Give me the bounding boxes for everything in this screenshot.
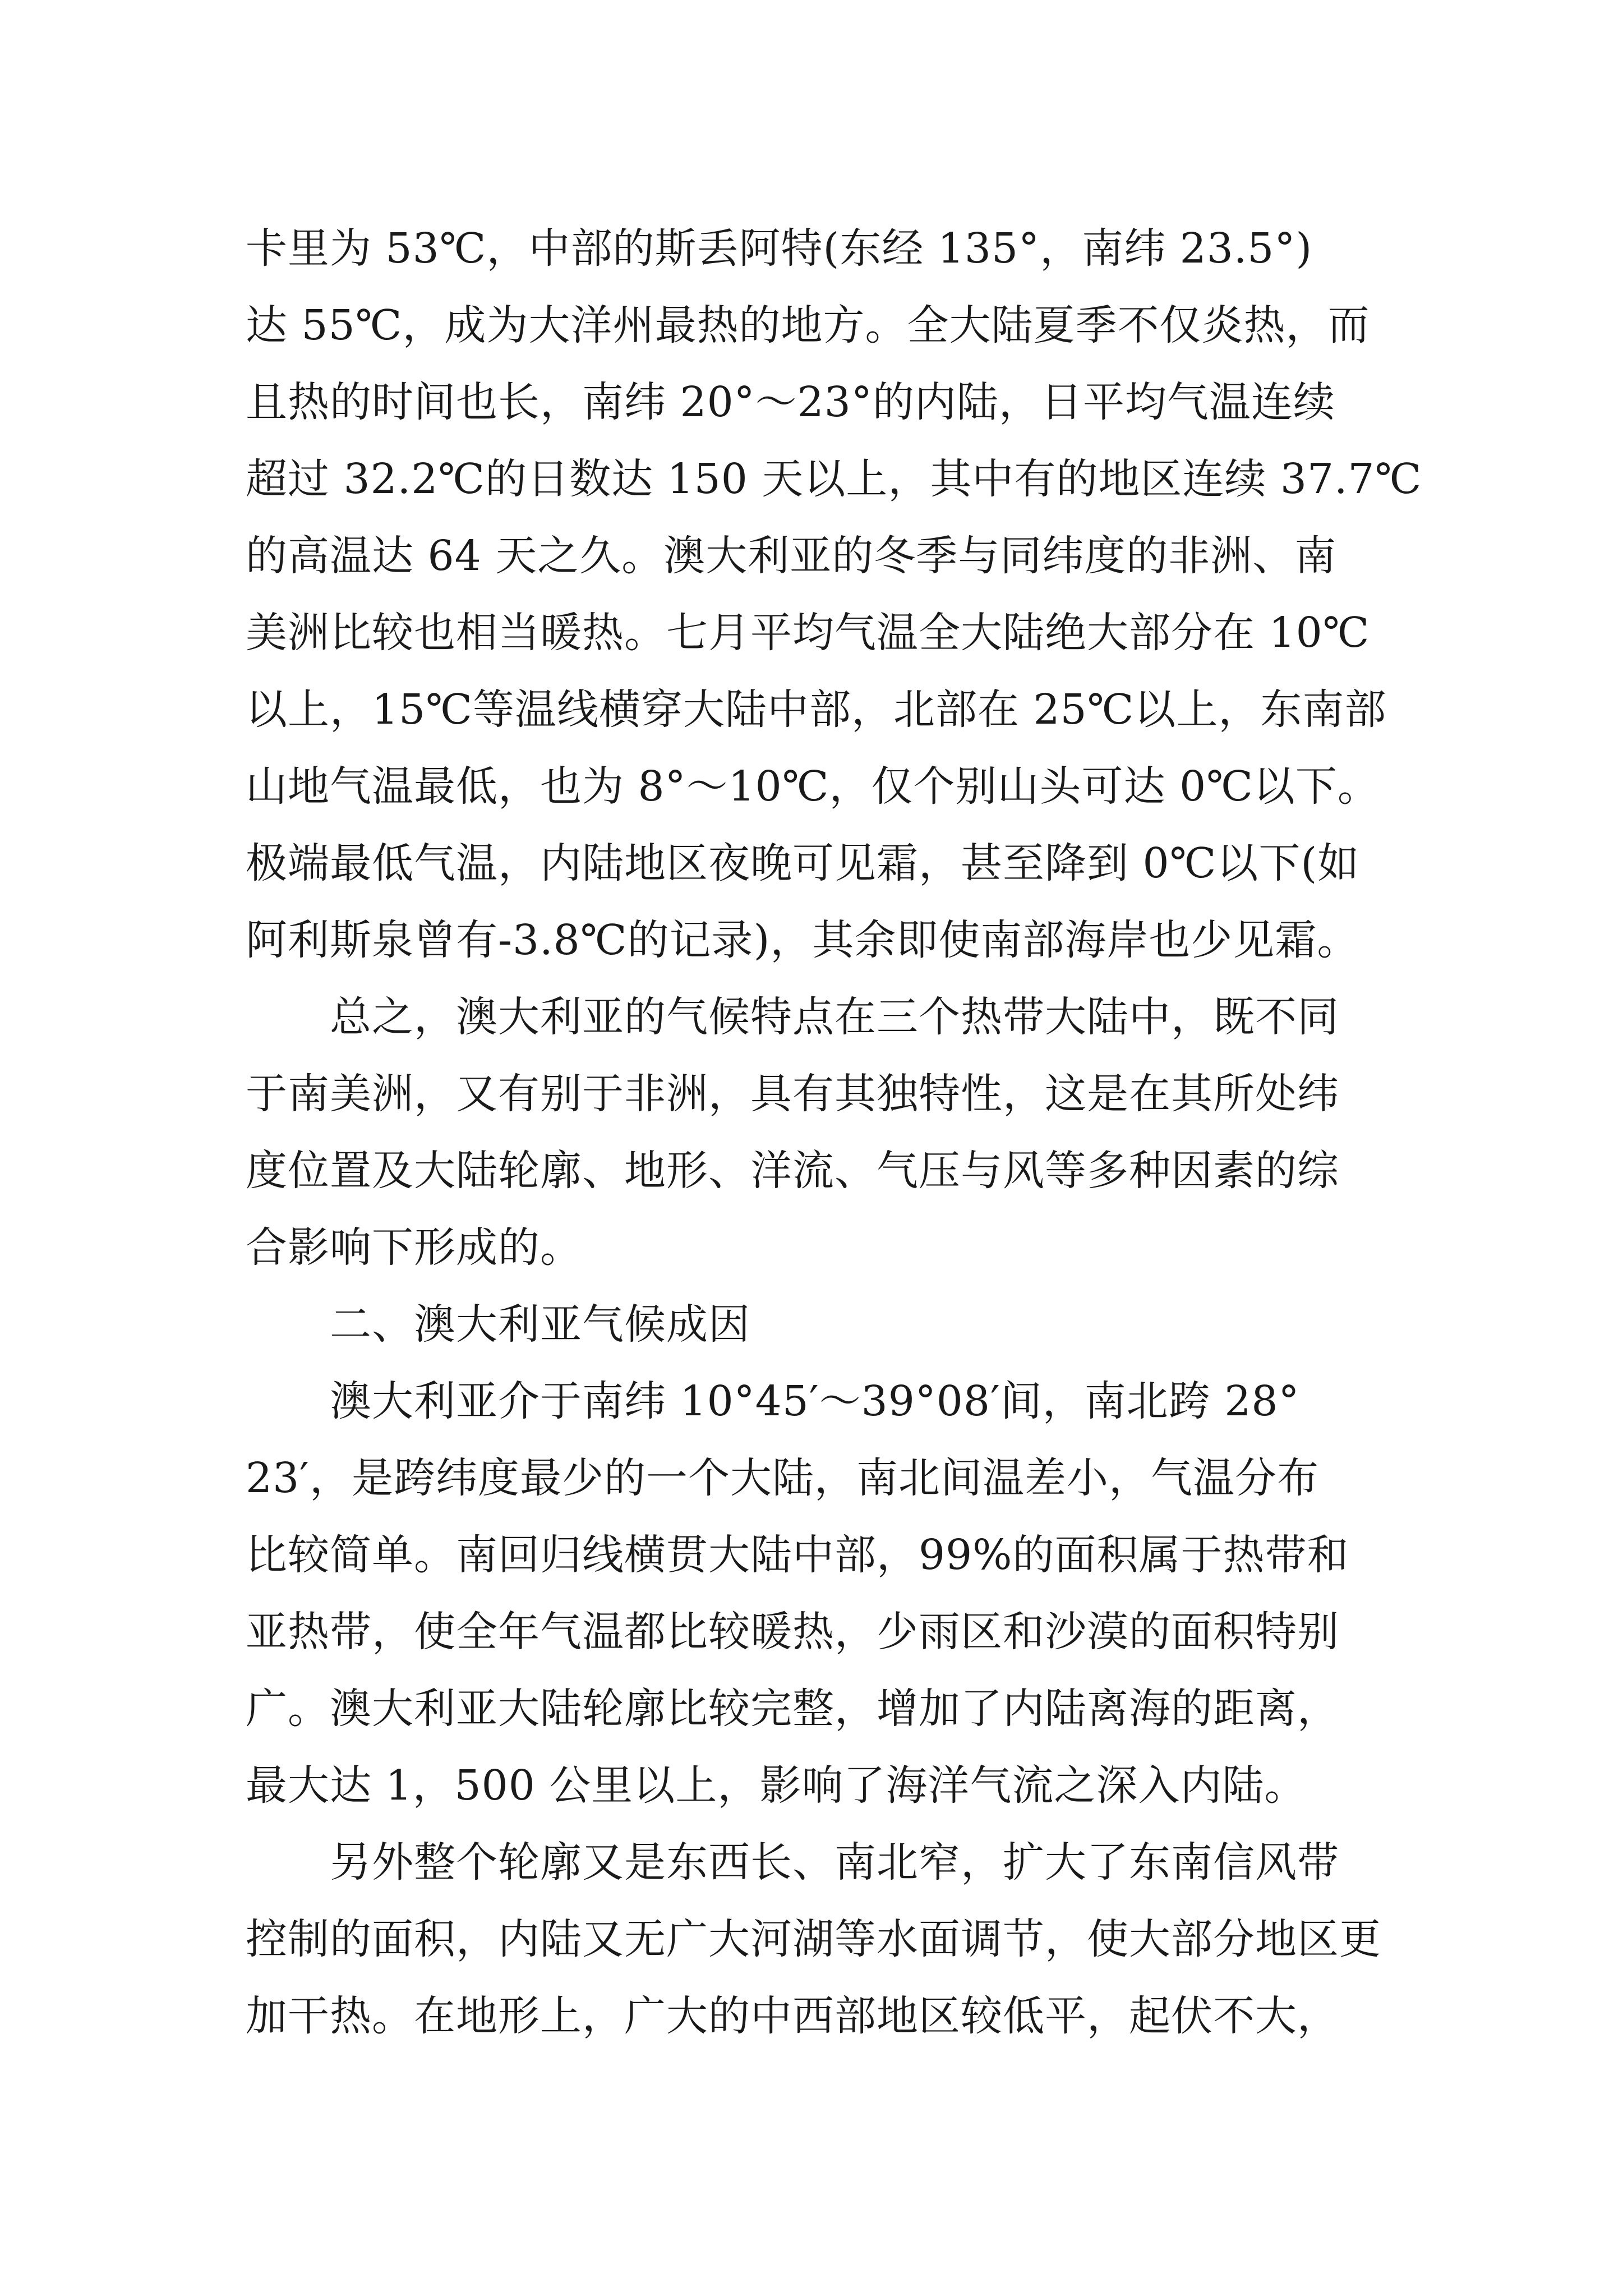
text-line: 卡里为 53℃，中部的斯丢阿特(东经 135°，南纬 23.5°) <box>246 224 1313 273</box>
paragraph-start-line: 另外整个轮廓又是东西长、南北窄，扩大了东南信风带 <box>330 1838 1339 1887</box>
text-line: 亚热带，使全年气温都比较暖热，少雨区和沙漠的面积特别 <box>246 1608 1339 1656</box>
paragraph-start-line: 澳大利亚介于南纬 10°45′～39°08′间，南北跨 28° <box>330 1377 1300 1425</box>
text-line: 加干热。在地形上，广大的中西部地区较低平，起伏不大， <box>246 1992 1339 2040</box>
text-line: 且热的时间也长，南纬 20°～23°的内陆，日平均气温连续 <box>246 378 1335 426</box>
text-line: 广。澳大利亚大陆轮廓比较完整，增加了内陆离海的距离， <box>246 1685 1339 1733</box>
text-line: 极端最低气温，内陆地区夜晚可见霜，甚至降到 0℃以下(如 <box>246 839 1360 887</box>
text-line: 美洲比较也相当暖热。七月平均气温全大陆绝大部分在 10℃ <box>246 609 1370 657</box>
text-line: 达 55℃，成为大洋州最热的地方。全大陆夏季不仅炎热，而 <box>246 301 1370 349</box>
section-heading: 二、澳大利亚气候成因 <box>330 1300 750 1349</box>
paragraph-start-line: 总之，澳大利亚的气候特点在三个热带大陆中，既不同 <box>330 993 1339 1041</box>
text-line: 比较简单。南回归线横贯大陆中部，99%的面积属于热带和 <box>246 1531 1349 1579</box>
text-line: 控制的面积，内陆又无广大河湖等水面调节，使大部分地区更 <box>246 1915 1381 1963</box>
text-line: 山地气温最低，也为 8°～10℃，仅个别山头可达 0℃以下。 <box>246 762 1380 811</box>
text-line: 于南美洲，又有别于非洲，具有其独特性，这是在其所处纬 <box>246 1070 1339 1118</box>
text-line: 23′，是跨纬度最少的一个大陆，南北间温差小，气温分布 <box>246 1454 1319 1502</box>
text-line: 的高温达 64 天之久。澳大利亚的冬季与同纬度的非洲、南 <box>246 532 1337 580</box>
text-line: 合影响下形成的。 <box>246 1223 582 1272</box>
text-line: 以上，15℃等温线横穿大陆中部，北部在 25℃以上，东南部 <box>246 685 1387 734</box>
text-line: 度位置及大陆轮廓、地形、洋流、气压与风等多种因素的综 <box>246 1147 1339 1195</box>
text-line: 最大达 1，500 公里以上，影响了海洋气流之深入内陆。 <box>246 1761 1307 1810</box>
document-body <box>246 210 1423 2055</box>
text-line: 超过 32.2℃的日数达 150 天以上，其中有的地区连续 37.7℃ <box>246 455 1422 503</box>
text-line: 阿利斯泉曾有-3.8℃的记录)，其余即使南部海岸也少见霜。 <box>246 916 1359 964</box>
